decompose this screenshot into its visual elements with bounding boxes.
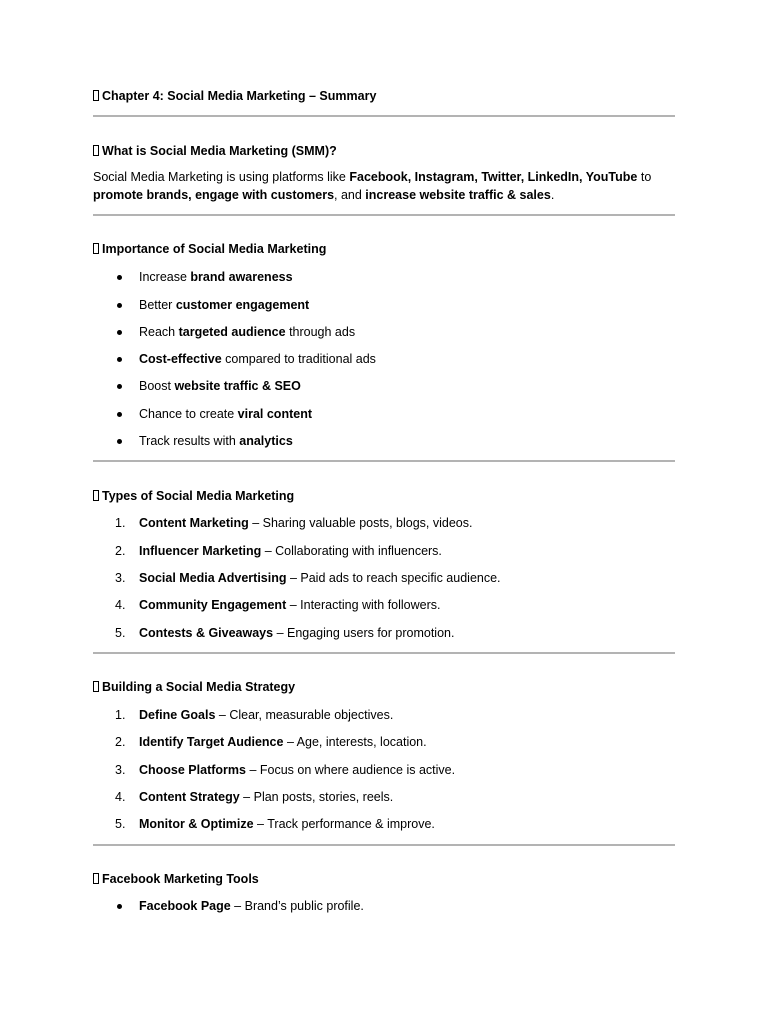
text-run-bold: Social Media Advertising [139, 571, 287, 585]
text-run: – Plan posts, stories, reels. [239, 790, 394, 804]
section-heading-what-is-smm [93, 143, 337, 159]
list-number: 4. [115, 598, 126, 612]
list-number: 5. [115, 817, 126, 831]
text-run-bold: Contests & Giveaways [139, 626, 274, 640]
section-heading-importance [93, 241, 326, 257]
missing-glyph-icon [93, 145, 99, 156]
text-run: compared to traditional ads [221, 352, 376, 366]
text-run-bold: analytics [239, 434, 293, 448]
bullet-icon [117, 439, 122, 444]
missing-glyph-icon [93, 490, 99, 501]
bullet-icon [117, 357, 122, 362]
text-run-bold: increase website traffic & sales [365, 188, 551, 202]
text-run-bold: Influencer Marketing [139, 544, 262, 558]
text-run-bold: Content Strategy [139, 790, 240, 804]
text-run-bold: targeted audience [178, 325, 286, 339]
missing-glyph-icon [93, 873, 99, 884]
text-run: Reach [139, 325, 179, 339]
text-run-bold: promote brands, engage with customers [93, 188, 335, 202]
text-run-bold: Choose Platforms [139, 763, 246, 777]
text-run: – Paid ads to reach specific audience. [286, 571, 501, 585]
text-run-bold: Community Engagement [139, 598, 287, 612]
divider [93, 460, 675, 462]
text-run: – Clear, measurable objectives. [215, 708, 394, 722]
list-number: 4. [115, 790, 126, 804]
missing-glyph-icon [93, 681, 99, 692]
text-run: – Focus on where audience is active. [245, 763, 456, 777]
section-heading-text: What is Social Media Marketing (SMM)? [102, 144, 337, 158]
text-run-bold: Monitor & Optimize [139, 817, 254, 831]
text-run-bold: brand awareness [190, 270, 293, 284]
smm-definition-paragraph [93, 168, 675, 204]
text-run: Social Media Marketing is using platforms like [93, 170, 350, 184]
bullet-icon [117, 330, 122, 335]
list-number: 5. [115, 626, 126, 640]
text-run: to [637, 170, 652, 184]
list-number: 3. [115, 571, 126, 585]
list-number: 1. [115, 708, 126, 722]
bullet-icon [117, 904, 122, 909]
missing-glyph-icon [93, 90, 99, 101]
title-text: Chapter 4: Social Media Marketing – Summary [102, 89, 377, 103]
text-run-bold: customer engagement [175, 298, 310, 312]
section-heading-types [93, 488, 294, 504]
text-run-bold: Identify Target Audience [139, 735, 284, 749]
list-number: 1. [115, 516, 126, 530]
missing-glyph-icon [93, 243, 99, 254]
divider [93, 844, 675, 846]
text-run: – Brand’s public profile. [230, 899, 364, 913]
divider [93, 214, 675, 216]
text-run: – Age, interests, location. [283, 735, 427, 749]
text-run: Chance to create [139, 407, 238, 421]
text-run: – Collaborating with influencers. [261, 544, 442, 558]
document-title [93, 88, 376, 104]
text-run-bold: viral content [237, 407, 312, 421]
bullet-icon [117, 384, 122, 389]
text-run: through ads [285, 325, 356, 339]
section-heading-strategy [93, 679, 295, 695]
text-run-bold: Facebook, Instagram, Twitter, LinkedIn, YouTube [349, 170, 638, 184]
section-heading-facebook-tools [93, 871, 259, 887]
section-heading-text: Building a Social Media Strategy [102, 680, 296, 694]
text-run: – Track performance & improve. [253, 817, 435, 831]
text-run: – Sharing valuable posts, blogs, videos. [248, 516, 473, 530]
text-run-bold: website traffic & SEO [174, 379, 301, 393]
section-heading-text: Types of Social Media Marketing [102, 489, 295, 503]
section-heading-text: Importance of Social Media Marketing [102, 242, 327, 256]
bullet-icon [117, 412, 122, 417]
text-run: – Engaging users for promotion. [273, 626, 455, 640]
text-run: , and [334, 188, 366, 202]
text-run-bold: Define Goals [139, 708, 216, 722]
list-number: 2. [115, 735, 126, 749]
section-heading-text: Facebook Marketing Tools [102, 872, 259, 886]
text-run: Track results with [139, 434, 240, 448]
text-run: – Interacting with followers. [286, 598, 441, 612]
divider [93, 115, 675, 117]
divider [93, 652, 675, 654]
list-number: 3. [115, 763, 126, 777]
text-run: Increase [139, 270, 191, 284]
bullet-icon [117, 303, 122, 308]
list-number: 2. [115, 544, 126, 558]
text-run: Boost [139, 379, 175, 393]
text-run-bold: Facebook Page [139, 899, 231, 913]
bullet-icon [117, 275, 122, 280]
text-run-bold: Content Marketing [139, 516, 249, 530]
text-run: Better [139, 298, 176, 312]
text-run-bold: Cost-effective [139, 352, 222, 366]
text-run: . [550, 188, 555, 202]
